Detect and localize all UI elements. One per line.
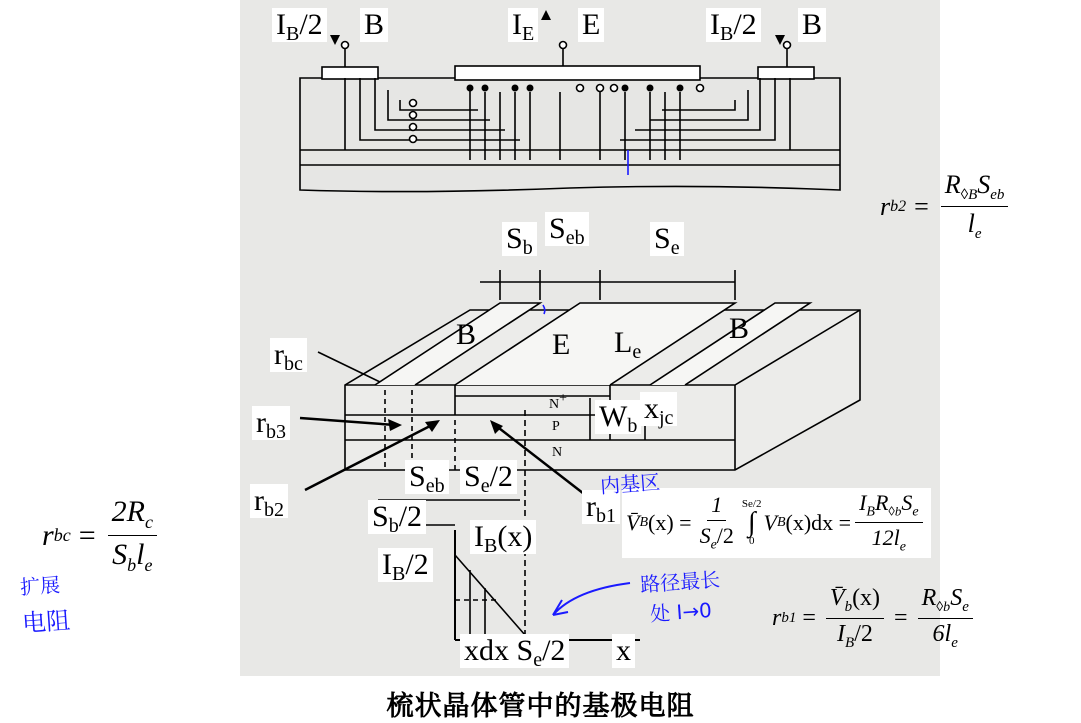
label-ib-of-x: $I_B(x)$ [470, 520, 536, 554]
emitter-contact [455, 66, 700, 80]
label-nplus-layer: N+ [549, 391, 568, 412]
label-emitter: E [578, 8, 604, 42]
label-wb: $W_b$ [595, 400, 641, 434]
label-sb: $S_b$ [502, 222, 537, 256]
equation-rb1: r b1 = $\frac{V̄_b(x)}{I_B/2}$ = $\frac{R_{◊b}S_e}{6l_e}$ [772, 585, 977, 652]
substrate-outline [300, 78, 840, 192]
handwritten-note-center: 内基区 [599, 469, 661, 499]
equation-rb2: r b2 = $\frac{R_{◊B}S_{eb}}{l_e}$ [880, 170, 1012, 243]
label-base-stripe-right: B [729, 312, 750, 345]
figure-caption: 梳状晶体管中的基极电阻 [386, 691, 695, 722]
label-ib-half-left: $I_B/2$ [272, 8, 327, 42]
label-base-stripe-left: B [456, 318, 477, 351]
handwritten-note-left-1: 扩展 [19, 572, 61, 600]
label-emitter-stripe: E [552, 328, 571, 361]
label-ib-half-graph: $I_B/2$ [378, 548, 433, 582]
label-p-layer: P [552, 419, 560, 434]
base-contact-right [758, 67, 814, 79]
label-rb2: $r_{b2}$ [250, 484, 288, 518]
equation-rbc: r bc = $\frac{2R_c}{S_bl_e}$ [42, 495, 161, 576]
label-sb-half: $S_b/2$ [368, 500, 426, 534]
label-base-left: B [360, 8, 388, 42]
label-xjc: $x_{jc}$ [640, 392, 677, 426]
label-x-axis: x [612, 634, 635, 668]
equation-vb-average: V̄ B (x) = $\frac{1}{S_e/2}$ Se/2 ∫ 0 V B (x)dx = $\frac{I_BR_{◊b}S_e}{12l_e}$ [622, 488, 931, 558]
base-contact-left [322, 67, 378, 79]
label-n-layer: N [552, 445, 563, 460]
label-rbc: $r_{bc}$ [270, 338, 307, 372]
label-seb-dim: $S_{eb}$ [405, 460, 449, 494]
label-se-half: $S_e/2$ [460, 460, 517, 494]
handwritten-note-bottom-2: 处 I→0 [649, 597, 713, 627]
label-xdx: xdx $S_e/2$ [460, 634, 569, 668]
label-le: $L_e$ [614, 326, 642, 363]
handwritten-note-left-2: 电阻 [21, 606, 72, 638]
label-rb3: $r_{b3}$ [252, 406, 290, 440]
label-ib-half-right: $I_B/2$ [706, 8, 761, 42]
label-ie: $I_E$ [508, 8, 538, 42]
label-seb: $S_{eb}$ [545, 212, 589, 246]
label-rb1: $r_{b1}$ [582, 490, 620, 524]
handwritten-note-bottom-1: 路径最长 [639, 567, 721, 597]
label-base-right: B [798, 8, 826, 42]
label-se: $S_e$ [650, 222, 684, 256]
